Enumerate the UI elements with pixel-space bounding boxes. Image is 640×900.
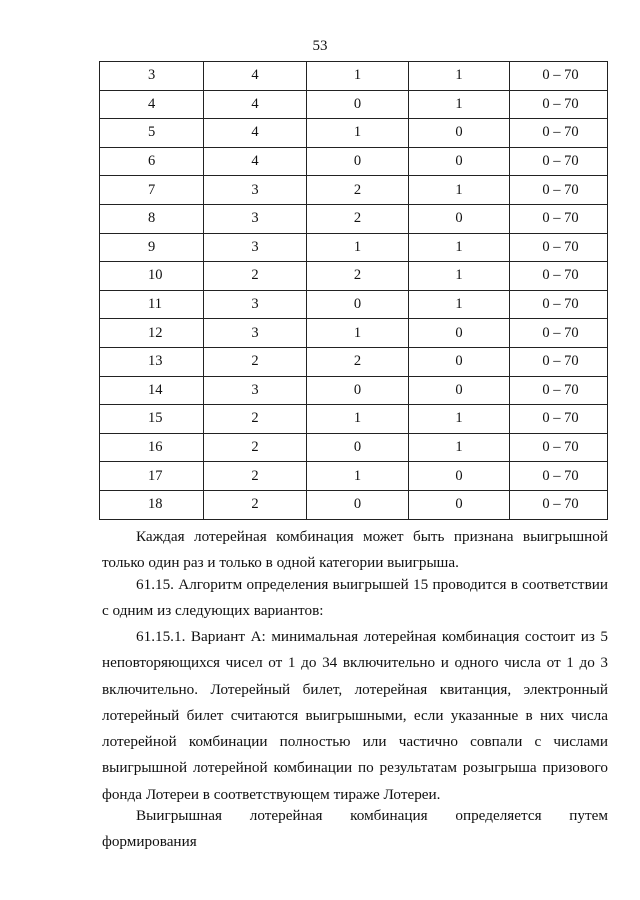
table-cell: 0 [409,347,510,376]
table-row [100,405,608,434]
table-cell: 0 [409,119,510,148]
table-row [100,119,608,148]
table-row [100,233,608,262]
table-cell: 4 [100,90,204,119]
table-cell: 7 [100,176,204,205]
table-row [100,62,608,91]
table-cell: 0 [307,490,409,519]
results-table-body [100,62,608,520]
table-cell: 11 [100,290,204,319]
table-cell: 0 – 70 [510,405,608,434]
table-cell: 0 – 70 [510,90,608,119]
table-row [100,462,608,491]
table-row [100,262,608,291]
table-cell: 0 – 70 [510,462,608,491]
table-cell: 18 [100,490,204,519]
table-cell: 9 [100,233,204,262]
table-row [100,319,608,348]
table-cell: 3 [204,290,307,319]
table-cell: 2 [204,347,307,376]
table-cell: 8 [100,204,204,233]
table-cell: 1 [409,176,510,205]
table-cell: 1 [307,119,409,148]
table-cell: 3 [204,233,307,262]
table-cell: 1 [307,319,409,348]
table-cell: 0 [307,290,409,319]
paragraph-text: Каждая лотерейная комбинация может быть признана выигрышной только один раз и только в одной категории выигрыша. [102,528,608,572]
table-row [100,176,608,205]
table-cell: 12 [100,319,204,348]
results-table [99,61,608,520]
table-cell: 1 [409,405,510,434]
table-cell: 0 [409,319,510,348]
table-cell: 0 – 70 [510,119,608,148]
table-cell: 0 – 70 [510,262,608,291]
table-cell: 1 [409,62,510,91]
table-cell: 1 [409,90,510,119]
table-cell: 0 – 70 [510,204,608,233]
table-cell: 1 [307,405,409,434]
table-cell: 3 [100,62,204,91]
table-cell: 1 [307,462,409,491]
table-cell: 0 [307,376,409,405]
table-cell: 0 – 70 [510,319,608,348]
table-cell: 2 [204,490,307,519]
table-cell: 3 [204,319,307,348]
table-cell: 0 – 70 [510,290,608,319]
table-cell: 6 [100,147,204,176]
table-cell: 2 [204,462,307,491]
table-cell: 4 [204,119,307,148]
table-cell: 0 – 70 [510,62,608,91]
table-cell: 0 [307,147,409,176]
table-cell: 14 [100,376,204,405]
table-row [100,204,608,233]
table-cell: 13 [100,347,204,376]
table-row [100,347,608,376]
table-cell: 2 [204,262,307,291]
table-cell: 10 [100,262,204,291]
table-cell: 2 [307,204,409,233]
table-cell: 1 [409,433,510,462]
table-cell: 0 [307,90,409,119]
table-cell: 2 [204,405,307,434]
table-cell: 0 [409,376,510,405]
table-cell: 0 – 70 [510,176,608,205]
table-cell: 4 [204,147,307,176]
page-number: 53 [312,38,328,54]
paragraph-text: 61.15. Алгоритм определения выигрышей 15 проводится в соответствии с одним из следующих вариантов: [102,576,608,620]
table-row [100,490,608,519]
table-cell: 0 [307,433,409,462]
table-cell: 0 [409,204,510,233]
table-cell: 1 [409,262,510,291]
paragraph-text: 61.15.1. Вариант А: минимальная лотерейная комбинация состоит из 5 неповторяющихся чисел от 1 до 34 включительно и одного числа от 1 до 3 включительно. Лотерейный билет, лотерейная квитанция, электронный лотерейный билет считаются выигрышными, если указанные в них числа лотерейной комбинации полностью или частично совпали с числами выигрышной лотерейной комбинации по результатам розыгрыша призового фонда Лотереи в соответствующем тираже Лотереи. [102,628,608,803]
paragraph-variant-a [102,624,608,808]
table-cell: 2 [307,262,409,291]
table-cell: 3 [204,376,307,405]
paragraph-algorithm [102,572,608,625]
table-row [100,290,608,319]
table-cell: 4 [204,62,307,91]
table-row [100,376,608,405]
table-cell: 1 [409,233,510,262]
table-cell: 0 – 70 [510,490,608,519]
table-cell: 0 [409,462,510,491]
table-cell: 3 [204,204,307,233]
paragraph-single-win [102,524,608,577]
table-cell: 0 [409,490,510,519]
table-cell: 2 [307,176,409,205]
table-row [100,147,608,176]
table-row [100,433,608,462]
table-cell: 15 [100,405,204,434]
table-cell: 0 [409,147,510,176]
table-cell: 1 [307,233,409,262]
table-cell: 4 [204,90,307,119]
table-cell: 2 [307,347,409,376]
table-cell: 1 [409,290,510,319]
paragraph-winning-combination [102,803,608,856]
paragraph-text: Выигрышная лотерейная комбинация определяется путем формирования [102,807,608,851]
table-cell: 0 – 70 [510,147,608,176]
table-cell: 17 [100,462,204,491]
table-cell: 0 – 70 [510,376,608,405]
table-cell: 3 [204,176,307,205]
table-cell: 0 – 70 [510,433,608,462]
table-cell: 0 – 70 [510,347,608,376]
table-row [100,90,608,119]
table-cell: 16 [100,433,204,462]
table-cell: 0 – 70 [510,233,608,262]
table-cell: 5 [100,119,204,148]
table-cell: 2 [204,433,307,462]
table-cell: 1 [307,62,409,91]
